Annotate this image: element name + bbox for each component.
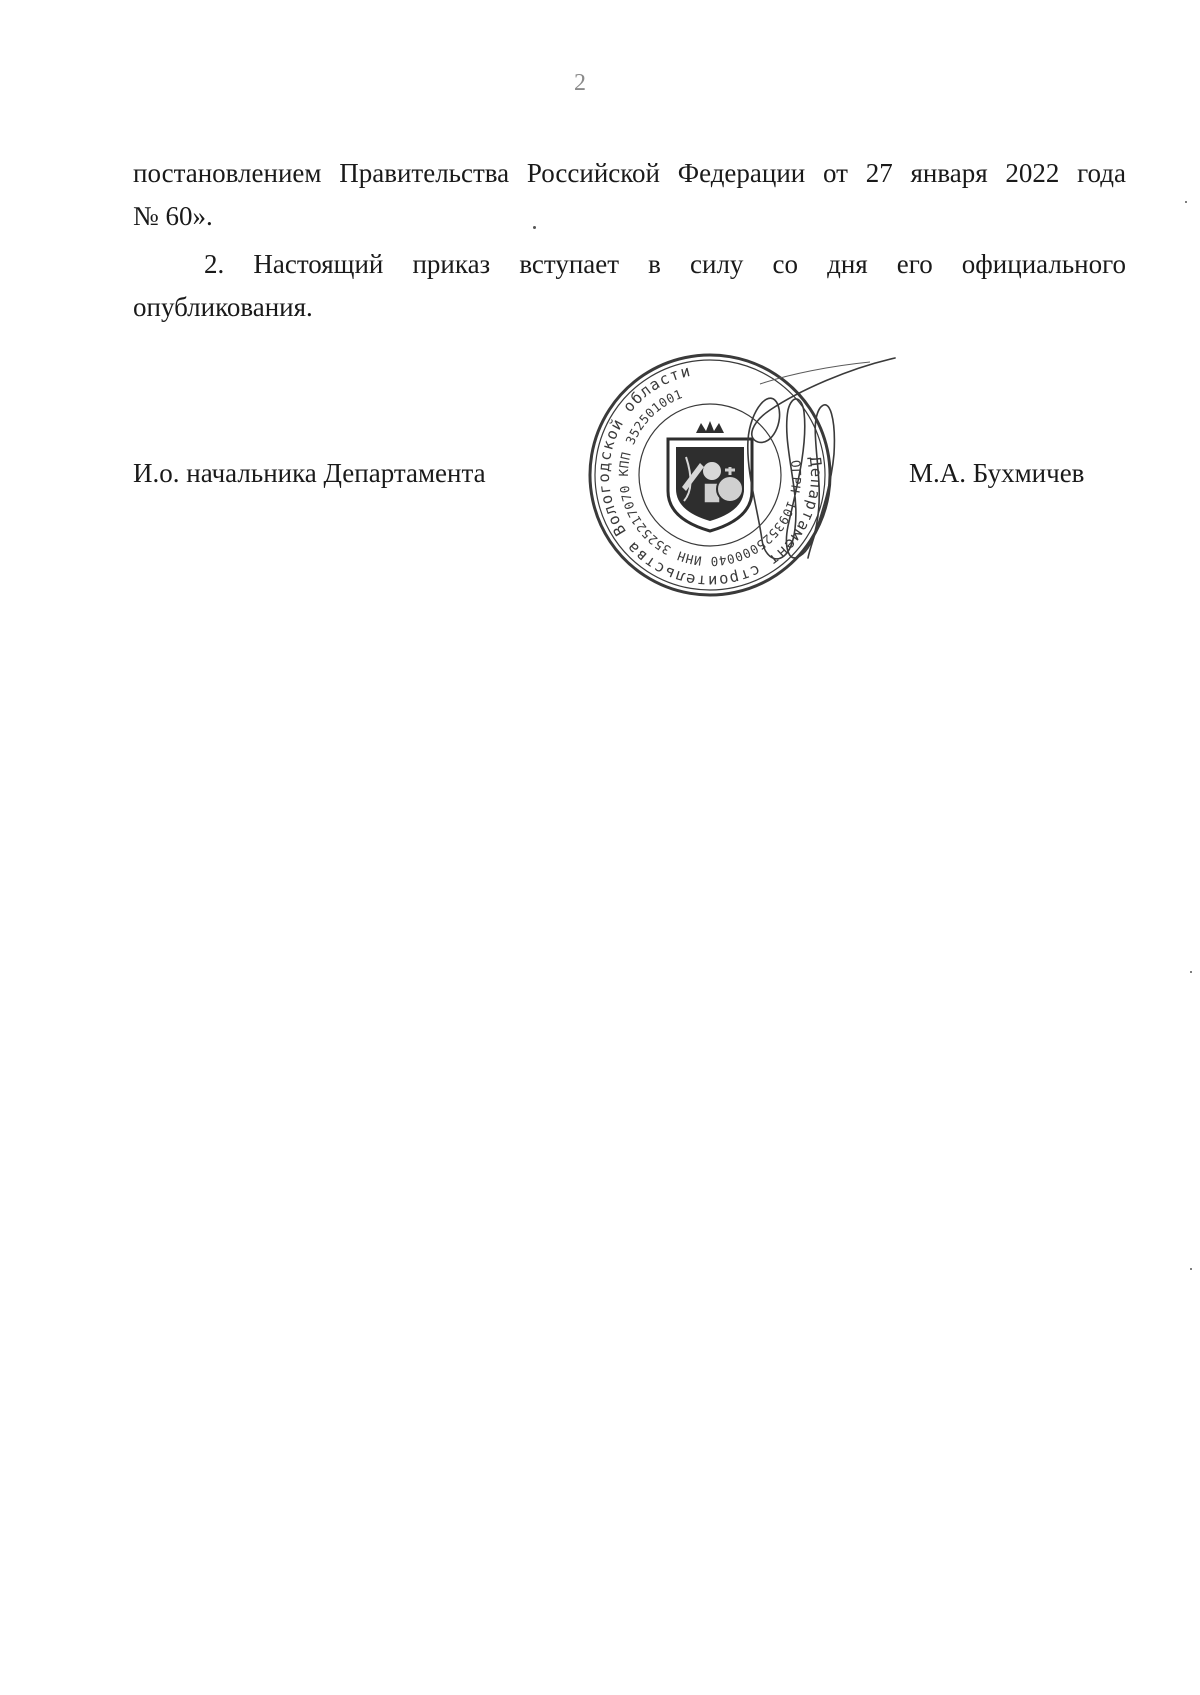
body-line-2: № 60». <box>133 201 213 231</box>
seal-outer-text: Департамент строительства Вологодской области <box>594 361 826 591</box>
seal-inner-text: ОГРН 1093525000040 ИНН 3525217070 КПП 352501001 <box>615 386 805 570</box>
document-body <box>133 152 1126 329</box>
signatory-name: М.А. Бухмичев <box>909 458 1085 488</box>
page-number: 2 <box>574 70 586 96</box>
item-2-line-2: опубликования. <box>133 292 313 322</box>
scan-speck <box>1185 201 1187 203</box>
scan-speck <box>1190 1268 1192 1270</box>
item-2-line-1: 2. Настоящий приказ вступает в силу со дня его официального <box>204 249 1126 279</box>
scan-speck <box>1190 971 1192 973</box>
scan-speck <box>533 226 536 229</box>
body-line-1: постановлением Правительства Российской Федерации от 27 января 2022 года <box>133 158 1126 188</box>
handwritten-signature <box>700 350 900 590</box>
signatory-title: И.о. начальника Департамента <box>133 458 486 488</box>
